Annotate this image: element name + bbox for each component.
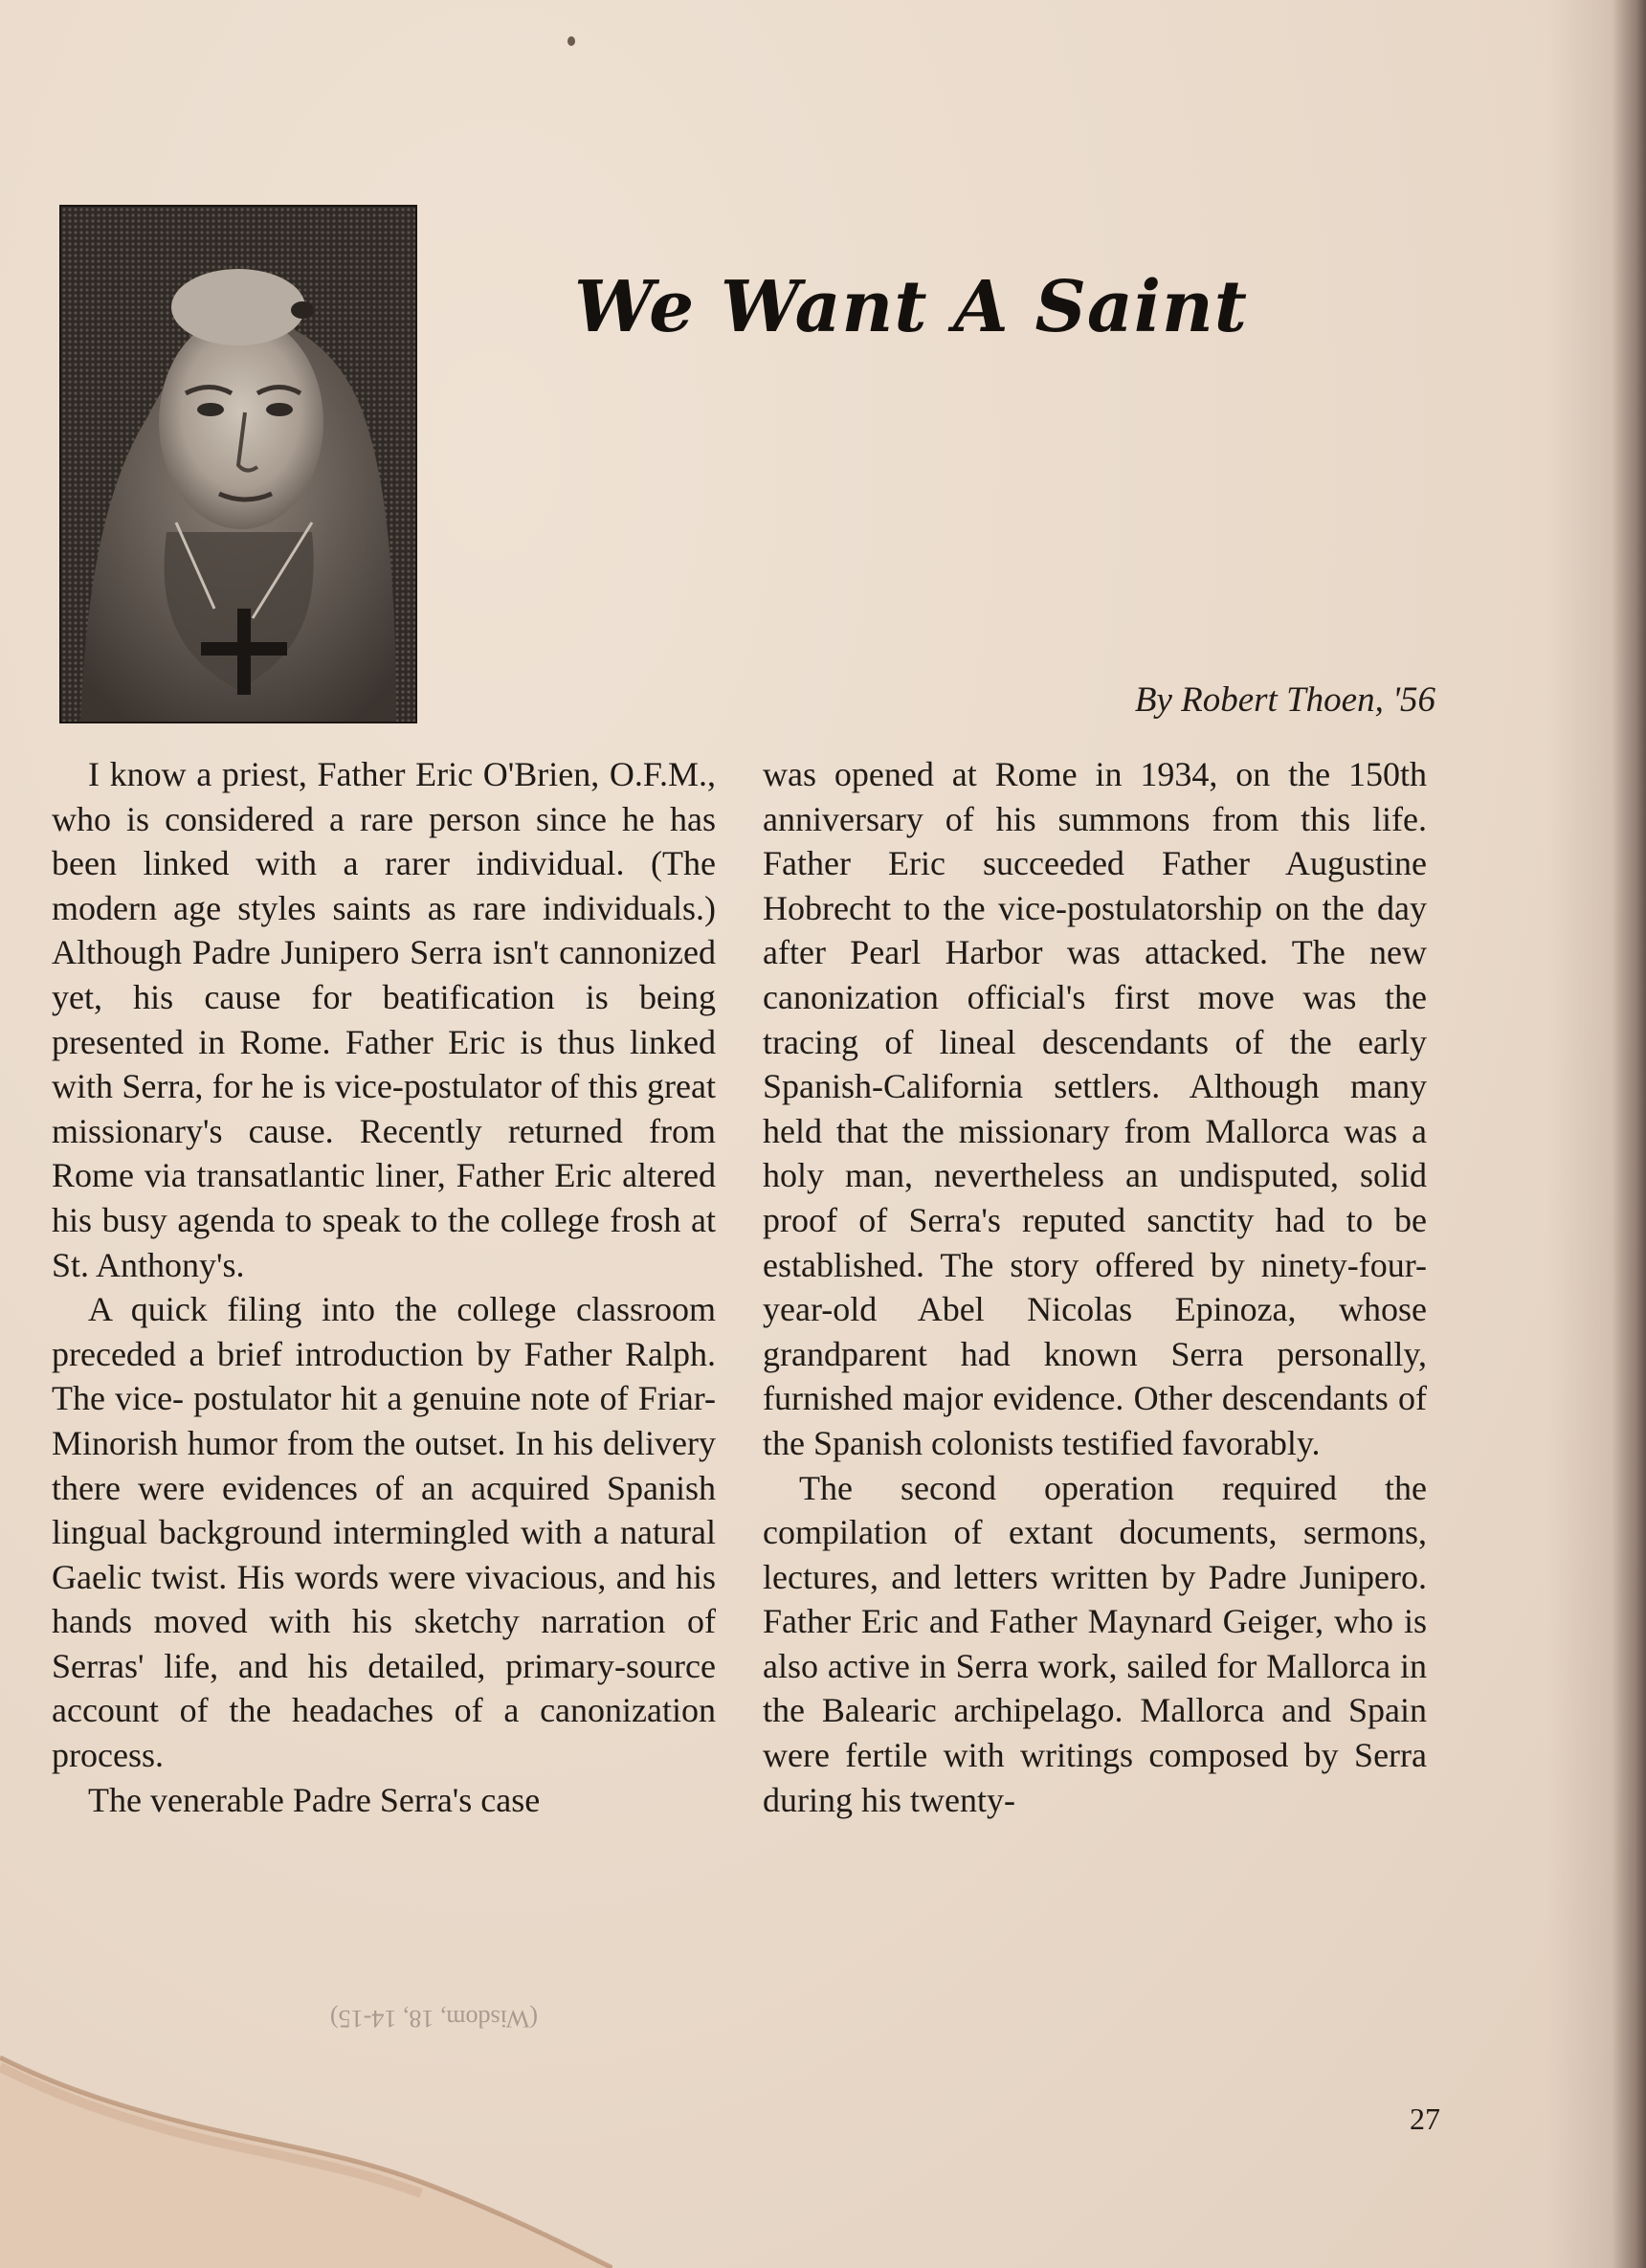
paper-speck [567, 36, 575, 46]
paragraph: The second operation required the compilation of extant documents, sermons, lectures, and letters written by Padre Junipero. Father Eric and Father Maynard Geiger, who is also active in Serra work, sailed for Mallorca in the Balearic archipelago. Mallorca and Spain were fertile with writings composed by Serra during his twenty- [763, 1468, 1427, 1819]
page-edge-shadow [1612, 0, 1646, 2268]
paragraph: The venerable Padre Serra's case [88, 1780, 541, 1819]
portrait-image [59, 205, 417, 723]
paragraph: was opened at Rome in 1934, on the 150th anniversary of his summons from this life. Father Eric succeeded Father Augustine Hobrecht to the vice-postulatorship on the day after Pearl Harbor was attacked. The new canonization official's first move was the tracing of lineal descendants of the early Spanish-California settlers. Although many held that the missionary from Mallorca was a holy man, nevertheless an undisputed, solid proof of Serra's reputed sanctity had to be established. The story offered by ninety-four-year-old Abel Nicolas Epinoza, whose grandparent had known Serra personally, furnished major evidence. Other descendants of the Spanish colonists testified favorably. [763, 755, 1427, 1462]
torn-edge-stain [0, 2000, 612, 2268]
right-column [763, 752, 1427, 1822]
paragraph: A quick filing into the college classroom preceded a brief introduction by Father Ralph. The vice- postulator hit a genuine note of Friar-Minorish humor from the outset. In his delivery there were evidences of an acquired Spanish lingual background intermingled with a natural Gaelic twist. His words were vivacious, and his hands moved with his sketchy narration of Serras' life, and his detailed, primary-source account of the headaches of a canonization process. [52, 1290, 716, 1775]
author-byline: By Robert Thoen, '56 [1134, 680, 1435, 720]
left-column [52, 752, 716, 1822]
paragraph: I know a priest, Father Eric O'Brien, O.F.M., who is considered a rare person since he has been linked with a rarer individual. (The modern age styles saints as rare individuals.) Although Padre Junipero Serra isn't cannonized yet, his cause for beatification is being presented in Rome. Father Eric is thus linked with Serra, for he is vice-postulator of this great missionary's cause. Recently returned from Rome via transatlantic liner, Father Eric altered his busy agenda to speak to the college frosh at St. Anthony's. [52, 755, 716, 1284]
page-number: 27 [1410, 2101, 1440, 2136]
article-title: We Want A Saint [574, 266, 1248, 348]
pencil-annotation: (Wisdom, 18, 14-15) [330, 2005, 539, 2033]
